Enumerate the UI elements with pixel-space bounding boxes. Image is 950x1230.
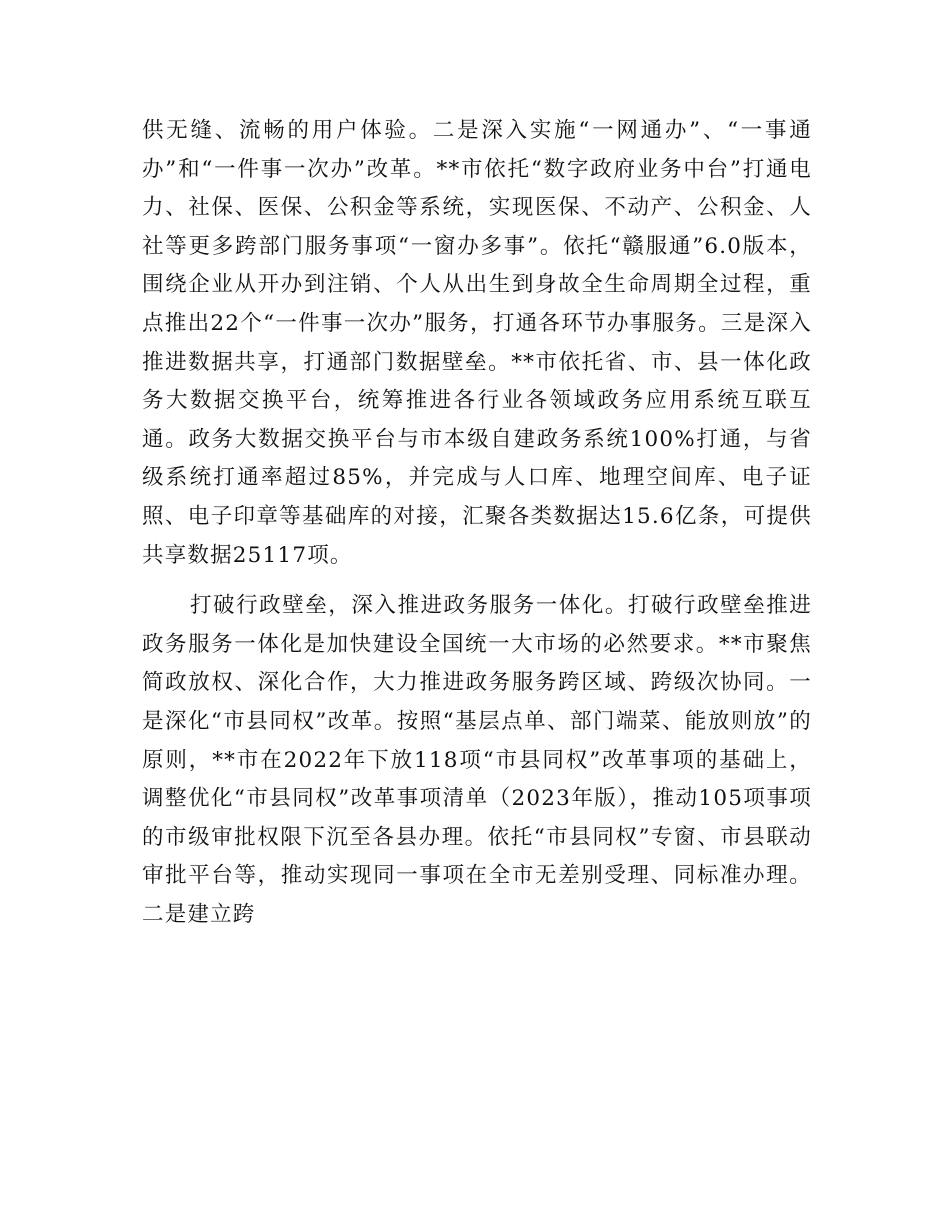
- paragraph-1: 供无缝、流畅的用户体验。二是深入实施“一网通办”、“一事通办”和“一件事一次办”改革。**市依托“数字政府业务中台”打通电力、社保、医保、公积金等系统，实现医保、不动产、公积金、人社等更多跨部门服务事项“一窗办多事”。依托“赣服通”6.0版本，围绕企业从开办到注销、个人从出生到身故全生命周期全过程，重点推出22个“一件事一次办”服务，打通各环节办事服务。三是深入推进数据共享，打通部门数据壁垒。**市依托省、市、县一体化政务大数据交换平台，统筹推进各行业各领域政务应用系统互联互通。政务大数据交换平台与市本级自建政务系统100%打通，与省级系统打通率超过85%，并完成与人口库、地理空间库、电子证照、电子印章等基础库的对接，汇聚各类数据达15.6亿条，可提供共享数据25117项。: [142, 118, 812, 568]
- paragraph-2: 打破行政壁垒，深入推进政务服务一体化。打破行政壁垒推进政务服务一体化是加快建设全国统一大市场的必然要求。**市聚焦简政放权、深化合作，大力推进政务服务跨区域、跨级次协同。一是深化“市县同权”改革。按照“基层点单、部门端菜、能放则放”的原则，**市在2022年下放118项“市县同权”改革事项的基础上，调整优化“市县同权”改革事项清单（2023年版），推动105项事项的市级审批权限下沉至各县办理。依托“市县同权”专窗、市县联动审批平台等，推动实现同一事项在全市无差别受理、同标准办理。二是建立跨: [142, 593, 812, 927]
- document-body: [142, 112, 812, 934]
